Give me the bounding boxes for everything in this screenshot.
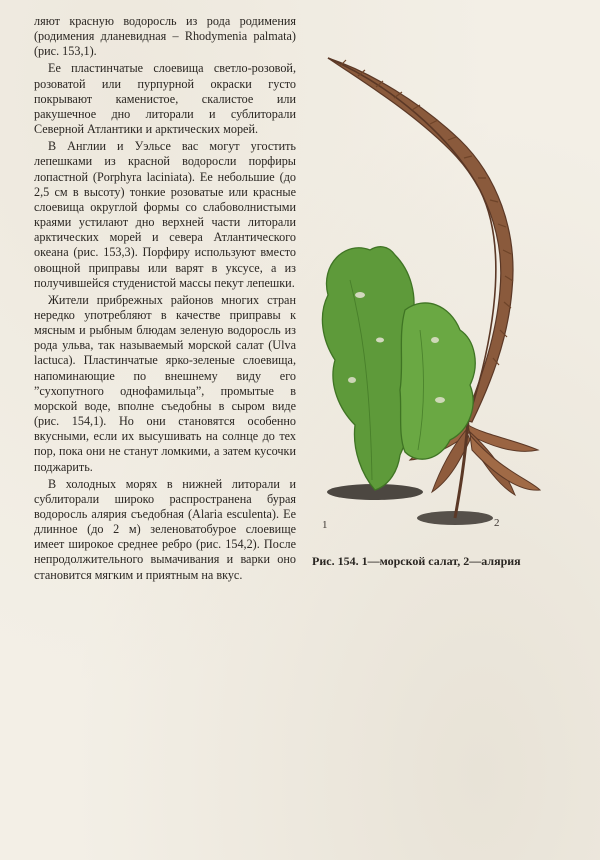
seaweed-illustration [300,40,600,540]
text-column [34,14,296,583]
figure-caption: Рис. 154. 1—морской салат, 2—алярия [312,554,521,568]
paragraph-2: Ее пластинчатые слоевища светло-розовой, розоватой или пурпурной окраски густо покрывают каменистое, скалистое или ракушечное дно литорали и сублиторали Северной Атлантики и арктических морей. [34,61,296,137]
paragraph-3: В Англии и Уэльсе вас могут угостить лепешками из красной водоросли порфиры лопастной (Porphyra laciniata). Ее небольшие (до 2,5 см в высоту) тонкие розоватые или красные слоевища округлой формы со слабоволнистыми краями устилают дно верхней части литорали арктических морей и севера Атлантического океана (рис. 153,3). Порфиру используют вместо овощной приправы или варят в уксусе, а из получившейся студенистой массы пекут лепешки. [34,139,296,290]
figure-label-2: 2 [494,517,500,529]
paragraph-5: В холодных морях в нижней литорали и сублиторали широко распространена бурая водоросль алярия съедобная (Alaria esculenta). Ее длинное (до 2 м) зеленоватобурое слоевище имеет широкое среднее ребро (рис. 154,2). После непродолжительного вымачивания и варки оно становится мягким и приятным на вкус. [34,476,296,582]
figure-label-1: 1 [322,519,328,531]
paragraph-1: ляют красную водоросль из рода родимения (родимения дланевидная – Rhodymenia palmata) (рис. 153,1). [34,14,296,59]
paragraph-4: Жители прибрежных районов многих стран нередко употребляют в качестве приправы к мясным и рыбным блюдам зеленую водоросль из рода ульва, так называемый морской салат (Ulva lactuca). Пластинчатые ярко-зеленые слоевища, напоминающие по внешнему виду его ”сухопутного однофамильца”, промытые в морской воде, вполне съедобны в сыром виде (рис. 154,1). Но они становятся особенно вкусными, если их высушивать на солнце до тех пор, пока они не станут ломкими, а затем кусочки поджарить. [34,292,296,474]
